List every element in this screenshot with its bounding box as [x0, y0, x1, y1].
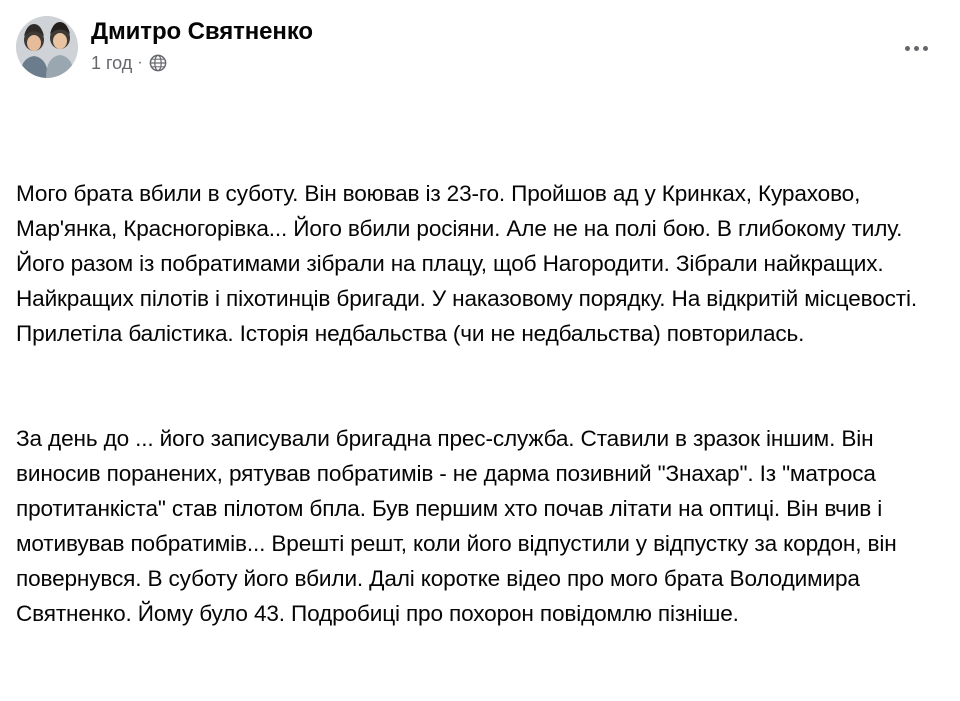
user-avatar-icon [16, 16, 78, 78]
post-text [16, 106, 944, 701]
ellipsis-icon-dot [914, 46, 919, 51]
post-more-options-button[interactable] [898, 36, 934, 60]
post-header [16, 14, 944, 88]
meta-separator: · [137, 54, 143, 71]
ellipsis-icon-dot [923, 46, 928, 51]
post-timestamp[interactable]: 1 год [91, 53, 133, 73]
post-paragraph: Мого брата вбили в суботу. Він воював із 23-го. Пройшов ад у Кринках, Курахово, Мар'янка, Красногорівка... Його вбили росіяни. Але не на полі бою. В глибокому тилу. Його разом із побратимами зібрали на плацу, щоб Нагородити. Зібрали найкращих. Найкращих пілотів і піхотинців бригади. У наказовому порядку. На відкритій місцевості. Прилетіла балістика. Історія недбальства (чи не недбальства) повторилась. [16, 181, 924, 346]
ellipsis-icon-dot [905, 46, 910, 51]
post-meta [91, 52, 313, 74]
post-paragraph: За день до ... його записували бригадна прес-служба. Ставили в зразок іншим. Він виносив поранених, рятував побратимів - не дарма позивний "Знахар". Із "матроса протитанкіста" став пілотом бпла. Був першим хто почав літати на оптиці. Він вчив і мотивував побратимів... Врешті решт, коли його відпустили у відпустку за кордон, він повернувся. В суботу його вбили. Далі коротке відео про мого брата Володимира Святненко. Йому було 43. Подробиці про похорон повідомлю пізніше. [16, 426, 903, 626]
avatar[interactable] [16, 16, 78, 78]
author-name[interactable]: Дмитро Святненко [91, 18, 313, 45]
globe-icon[interactable] [149, 54, 167, 72]
post-header-text [91, 14, 313, 74]
